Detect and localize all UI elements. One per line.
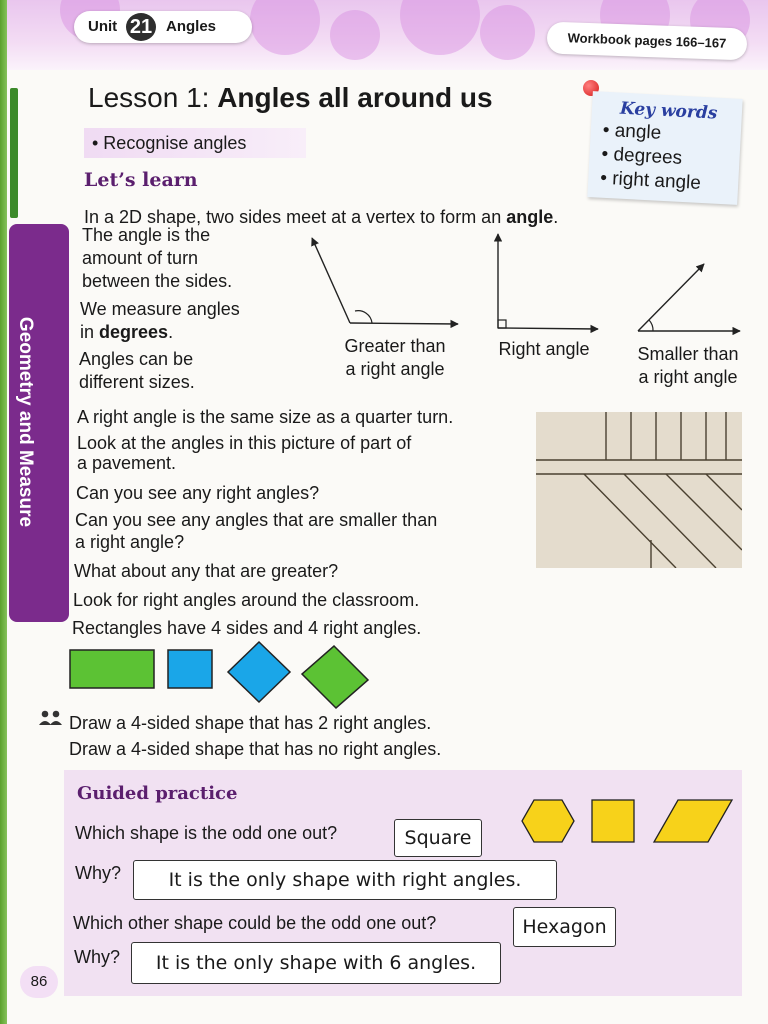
odd-one-out-shapes — [518, 794, 736, 848]
question-text: Which other shape could be the odd one out? — [73, 913, 437, 933]
label-right-angle — [484, 338, 604, 361]
reason-box[interactable]: It is the only shape with 6 angles. — [131, 942, 501, 984]
body-line: Can you see any right angles? — [76, 483, 320, 503]
body-line: Look for right angles around the classroom. — [73, 590, 420, 610]
body-line: A right angle is the same size as a quarter turn. — [77, 407, 454, 427]
answer-box[interactable]: Hexagon — [513, 907, 616, 947]
green-tilted-rectangle — [302, 646, 368, 708]
blue-square — [168, 650, 212, 688]
unit-word: Unit — [88, 18, 118, 35]
decor-bubble — [330, 10, 380, 60]
body-line: Look at the angles in this picture of part of — [77, 433, 412, 453]
yellow-hexagon — [522, 800, 574, 842]
label-line: Greater than — [344, 336, 446, 356]
guided-practice-heading: Guided practice — [77, 783, 238, 804]
label-greater-than — [330, 335, 460, 381]
degrees-line-end: . — [168, 322, 174, 342]
pavement-picture — [536, 412, 742, 568]
acute-angle-diagram — [638, 264, 740, 331]
lesson-title-prefix: Lesson 1: — [88, 82, 218, 113]
key-words-note — [587, 91, 742, 205]
reason-box[interactable]: It is the only shape with right angles. — [133, 860, 557, 900]
label-line: Right angle — [498, 339, 590, 359]
degrees-line-bold: degrees — [99, 322, 169, 342]
right-angle-diagram — [498, 234, 598, 329]
pair-activity-line: Draw a 4-sided shape that has no right angles. — [69, 739, 442, 759]
question-text: Which shape is the odd one out? — [75, 823, 338, 843]
page-number: 86 — [20, 966, 58, 998]
label-line: a right angle — [345, 359, 445, 379]
paragraph-line: between the sides. — [82, 271, 233, 291]
paragraph-line — [80, 321, 173, 343]
green-rectangle — [70, 650, 154, 688]
workbook-reference: Workbook pages 166–167 — [547, 22, 748, 61]
paragraph-line: different sizes. — [79, 372, 195, 392]
key-words-title: Key words — [619, 98, 718, 124]
unit-title: Angles — [166, 18, 217, 35]
body-line: What about any that are greater? — [74, 561, 339, 581]
rectangle-shapes — [66, 640, 378, 710]
blue-tilted-square — [228, 642, 290, 702]
intro-text-start: In a 2D shape, two sides meet at a vertex to form an — [84, 207, 507, 227]
unit-badge — [74, 11, 252, 43]
green-edge-strip — [0, 0, 7, 1024]
key-word-item: • right angle — [599, 167, 702, 194]
lesson-objective: • Recognise angles — [84, 128, 306, 158]
lesson-title-main: Angles all around us — [217, 82, 493, 113]
why-label: Why? — [74, 947, 121, 967]
decor-bubble — [250, 0, 320, 55]
label-line: a right angle — [638, 367, 738, 387]
key-word-item: • degrees — [601, 143, 683, 169]
decor-bubble — [480, 5, 535, 60]
angle-diagrams — [300, 228, 760, 338]
why-label: Why? — [75, 863, 122, 883]
body-line: a pavement. — [77, 453, 177, 473]
label-smaller-than — [628, 343, 748, 389]
body-line: Can you see any angles that are smaller than — [75, 510, 438, 530]
degrees-line-start: in — [80, 322, 100, 342]
green-accent-bar — [10, 88, 18, 218]
obtuse-angle-diagram — [312, 238, 458, 324]
lets-learn-heading: Let’s learn — [84, 169, 198, 191]
paragraph-line: Angles can be — [79, 349, 194, 369]
lesson-title — [88, 82, 493, 114]
strand-side-label: Geometry and Measure — [15, 316, 36, 528]
paragraph-line: amount of turn — [82, 248, 199, 268]
yellow-square — [592, 800, 634, 842]
answer-box[interactable]: Square — [394, 819, 482, 857]
paragraph-line: The angle is the — [82, 225, 211, 245]
key-word-item: • angle — [602, 119, 662, 144]
body-line: Rectangles have 4 sides and 4 right angles. — [72, 618, 422, 638]
pair-work-icon — [38, 710, 64, 726]
yellow-parallelogram — [654, 800, 732, 842]
decor-bubble — [400, 0, 480, 55]
unit-number: 21 — [126, 13, 156, 41]
paragraph-line: We measure angles — [80, 299, 240, 319]
pair-activity-line: Draw a 4-sided shape that has 2 right angles. — [69, 713, 432, 733]
intro-text-bold: angle — [506, 207, 554, 227]
label-line: Smaller than — [637, 344, 739, 364]
intro-text-end: . — [553, 207, 559, 227]
body-line: a right angle? — [75, 532, 185, 552]
